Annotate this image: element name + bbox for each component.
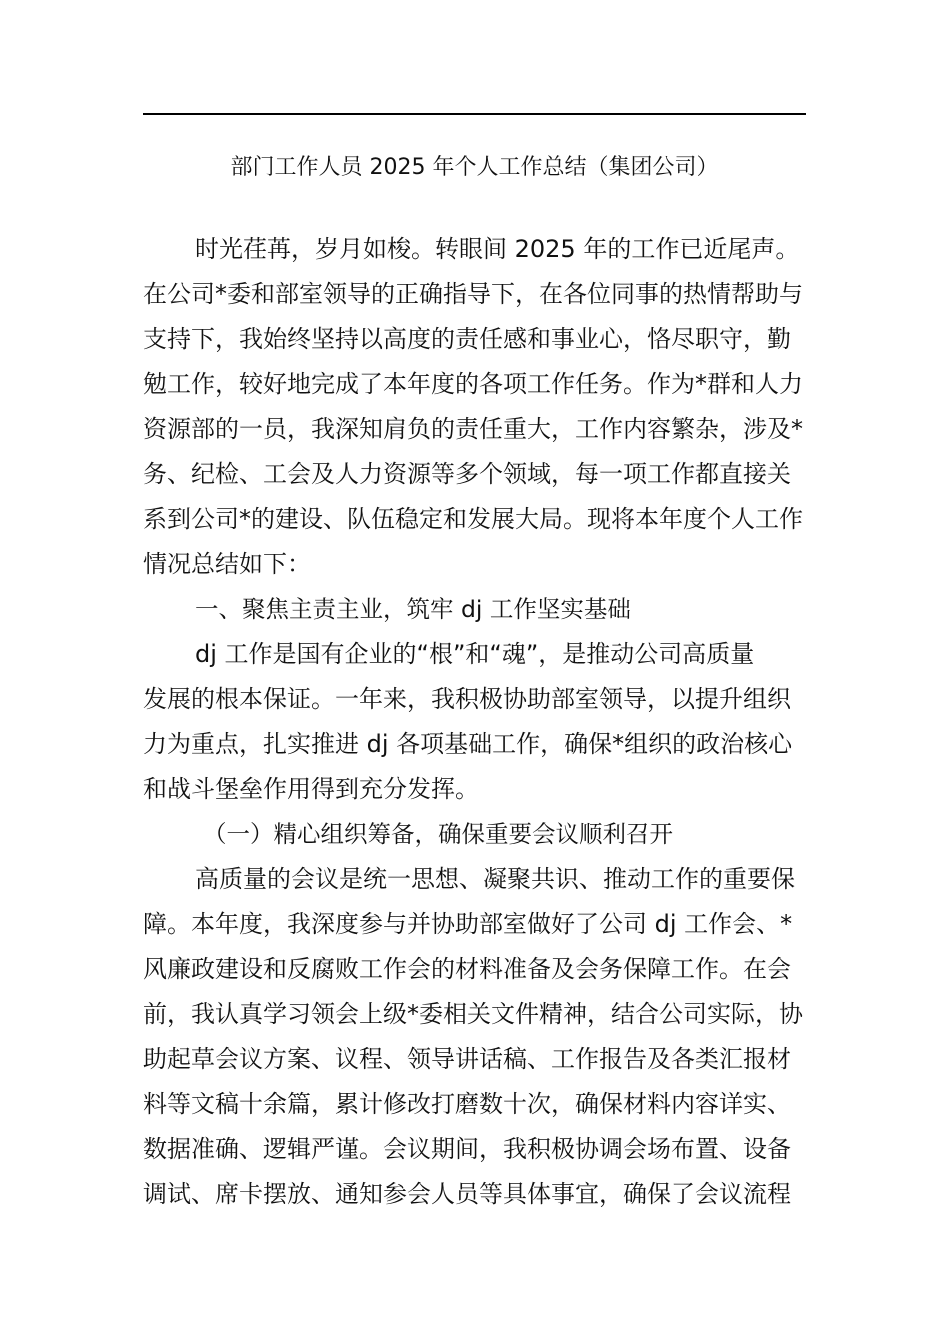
section-heading: 一、聚焦主责主业，筑牢 dj 工作坚实基础: [195, 595, 631, 623]
paragraph-line: 风廉政建设和反腐败工作会的材料准备及会务保障工作。在会: [143, 955, 791, 983]
paragraph-line: 数据准确、逻辑严谨。会议期间，我积极协调会场布置、设备: [143, 1135, 791, 1163]
paragraph-line: 发展的根本保证。一年来，我积极协助部室领导，以提升组织: [143, 685, 791, 713]
paragraph-line: 前，我认真学习领会上级*委相关文件精神，结合公司实际，协: [143, 1000, 803, 1028]
paragraph-line: 系到公司*的建设、队伍稳定和发展大局。现将本年度个人工作: [143, 505, 803, 533]
paragraph-line: 和战斗堡垒作用得到充分发挥。: [143, 775, 479, 803]
paragraph-line: 情况总结如下：: [143, 550, 311, 578]
paragraph-line: 高质量的会议是统一思想、凝聚共识、推动工作的重要保: [195, 865, 795, 893]
subsection-heading: （一）精心组织筹备，确保重要会议顺利召开: [203, 820, 673, 848]
paragraph-line: 时光荏苒，岁月如梭。转眼间 2025 年的工作已近尾声。: [195, 235, 800, 263]
paragraph-line: 务、纪检、工会及人力资源等多个领域，每一项工作都直接关: [143, 460, 791, 488]
paragraph-line: 调试、席卡摆放、通知参会人员等具体事宜，确保了会议流程: [143, 1180, 791, 1208]
header-rule: [143, 113, 806, 115]
document-body: [143, 227, 806, 1217]
paragraph-line: 料等文稿十余篇，累计修改打磨数十次，确保材料内容详实、: [143, 1090, 791, 1118]
paragraph-line: 在公司*委和部室领导的正确指导下，在各位同事的热情帮助与: [143, 280, 803, 308]
document-title: 部门工作人员 2025 年个人工作总结（集团公司）: [230, 155, 719, 180]
paragraph-line: 支持下，我始终坚持以高度的责任感和事业心，恪尽职守，勤: [143, 325, 791, 353]
paragraph-line: 力为重点，扎实推进 dj 各项基础工作，确保*组织的政治核心: [143, 730, 793, 758]
paragraph-line: 勉工作，较好地完成了本年度的各项工作任务。作为*群和人力: [143, 370, 803, 398]
paragraph-line: 障。本年度，我深度参与并协助部室做好了公司 dj 工作会、*: [143, 910, 793, 938]
paragraph-line: 资源部的一员，我深知肩负的责任重大，工作内容繁杂，涉及*: [143, 415, 803, 443]
paragraph-line: dj 工作是国有企业的“根”和“魂”，是推动公司高质量: [195, 640, 755, 668]
paragraph-line: 助起草会议方案、议程、领导讲话稿、工作报告及各类汇报材: [143, 1045, 791, 1073]
